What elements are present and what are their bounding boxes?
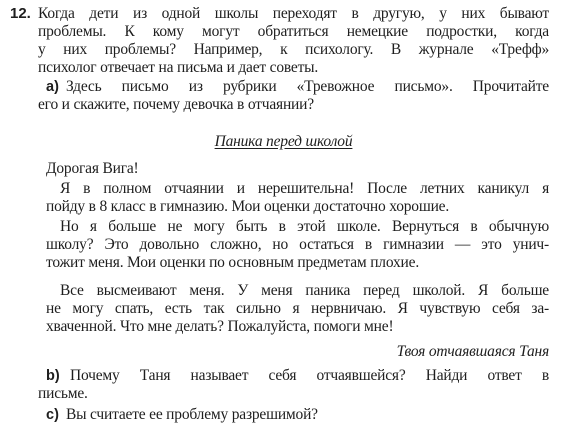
intro-line-4: психолог отвечает на письма и дает советы. [38, 59, 319, 76]
letter-p1-line-1: Я в полном отчаянии и нерешительна! После летних каникул я [60, 180, 549, 197]
letter-p3-line-1: Все высмеивают меня. У меня паника перед школой. Я больше [60, 282, 549, 299]
letter-p1-line-2: пойду в 8 класс в гимназию. Мои оценки достаточно хорошие. [46, 198, 450, 215]
question-b-line-2: письме. [38, 385, 88, 402]
task-a-line-2: его и скажите, почему девочка в отчаянии? [38, 96, 314, 113]
letter-p3-line-3: хваченной. Что мне делать? Пожалуйста, помоги мне! [46, 318, 394, 335]
question-b-line-1: Почему Таня называет себя отчаявшейся? Найди ответ в [70, 367, 549, 384]
exercise-number: 12. [10, 5, 31, 22]
question-c-text: Вы считаете ее проблему разрешимой? [66, 406, 318, 423]
letter-title: Паника перед школой [214, 133, 353, 150]
task-a-line-1: Здесь письмо из рубрики «Тревожное письмо». Прочитайте [66, 78, 549, 95]
letter-greeting: Дорогая Вига! [46, 160, 139, 177]
letter-p2-line-1: Но я больше не могу быть в этой школе. Вернуться в обычную [60, 218, 549, 235]
letter-p2-line-2: школу? Это довольно сложно, но остаться в гимназии — это унич- [46, 236, 549, 253]
intro-line-2: проблемы. К кому могут обратиться немецкие подростки, когда [38, 23, 549, 40]
task-a-label: a) [46, 79, 59, 95]
question-b-label: b) [46, 368, 60, 384]
letter-p2-line-3: тожит меня. Мои оценки по основным предметам плохие. [46, 254, 419, 271]
intro-line-3: у них проблемы? Например, к психологу. В журнале «Трефф» [38, 41, 549, 58]
letter-signature: Твоя отчаявшаяся Таня [396, 343, 549, 360]
intro-line-1: Когда дети из одной школы переходят в другую, у них бывают [38, 5, 549, 22]
question-c-label: c) [46, 407, 59, 423]
letter-p3-line-2: не могу спать, есть так сильно я нервничаю. Я чувствую себя за- [46, 300, 549, 317]
